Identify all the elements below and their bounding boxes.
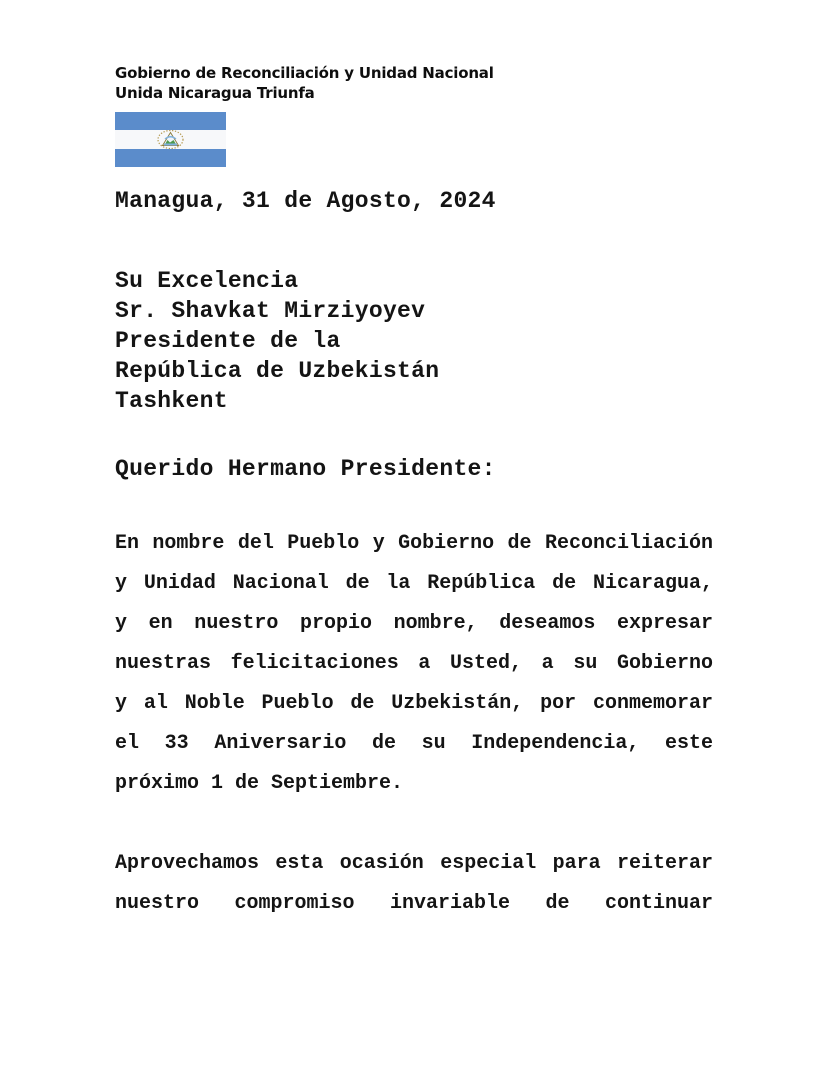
letter-content [115,0,713,924]
salutation: Querido Hermano Presidente: [115,456,496,482]
body-paragraph-2 [115,844,713,924]
body-line: Aprovechamos esta ocasión especial para reiterar [115,852,713,875]
body-line: y al Noble Pueblo de Uzbekistán, por conmemorar [115,692,713,715]
letterhead [115,63,713,103]
recipient-line-honorific: Su Excelencia [115,268,299,294]
body-line: el 33 Aniversario de su Independencia, este [115,732,713,755]
recipient-line-city: Tashkent [115,388,228,414]
letterhead-line-2: Unida Nicaragua Triunfa [115,84,315,102]
recipient-line-country: República de Uzbekistán [115,358,440,384]
nicaragua-flag [115,112,226,167]
body-line: En nombre del Pueblo y Gobierno de Reconciliación [115,532,713,555]
body-line: y en nuestro propio nombre, deseamos expresar [115,612,713,635]
body-line: próximo 1 de Septiembre. [115,772,404,795]
date-line: Managua, 31 de Agosto, 2024 [115,188,496,214]
body-line: nuestras felicitaciones a Usted, a su Gobierno [115,652,713,675]
body-line: y Unidad Nacional de la República de Nicaragua, [115,572,713,595]
recipient-line-name: Sr. Shavkat Mirziyoyev [115,298,426,324]
body-line: nuestro compromiso invariable de continuar [115,892,713,915]
recipient-line-title: Presidente de la [115,328,341,354]
recipient-address [115,266,713,416]
body-paragraph-1 [115,524,713,804]
letterhead-line-1: Gobierno de Reconciliación y Unidad Nacional [115,64,494,82]
